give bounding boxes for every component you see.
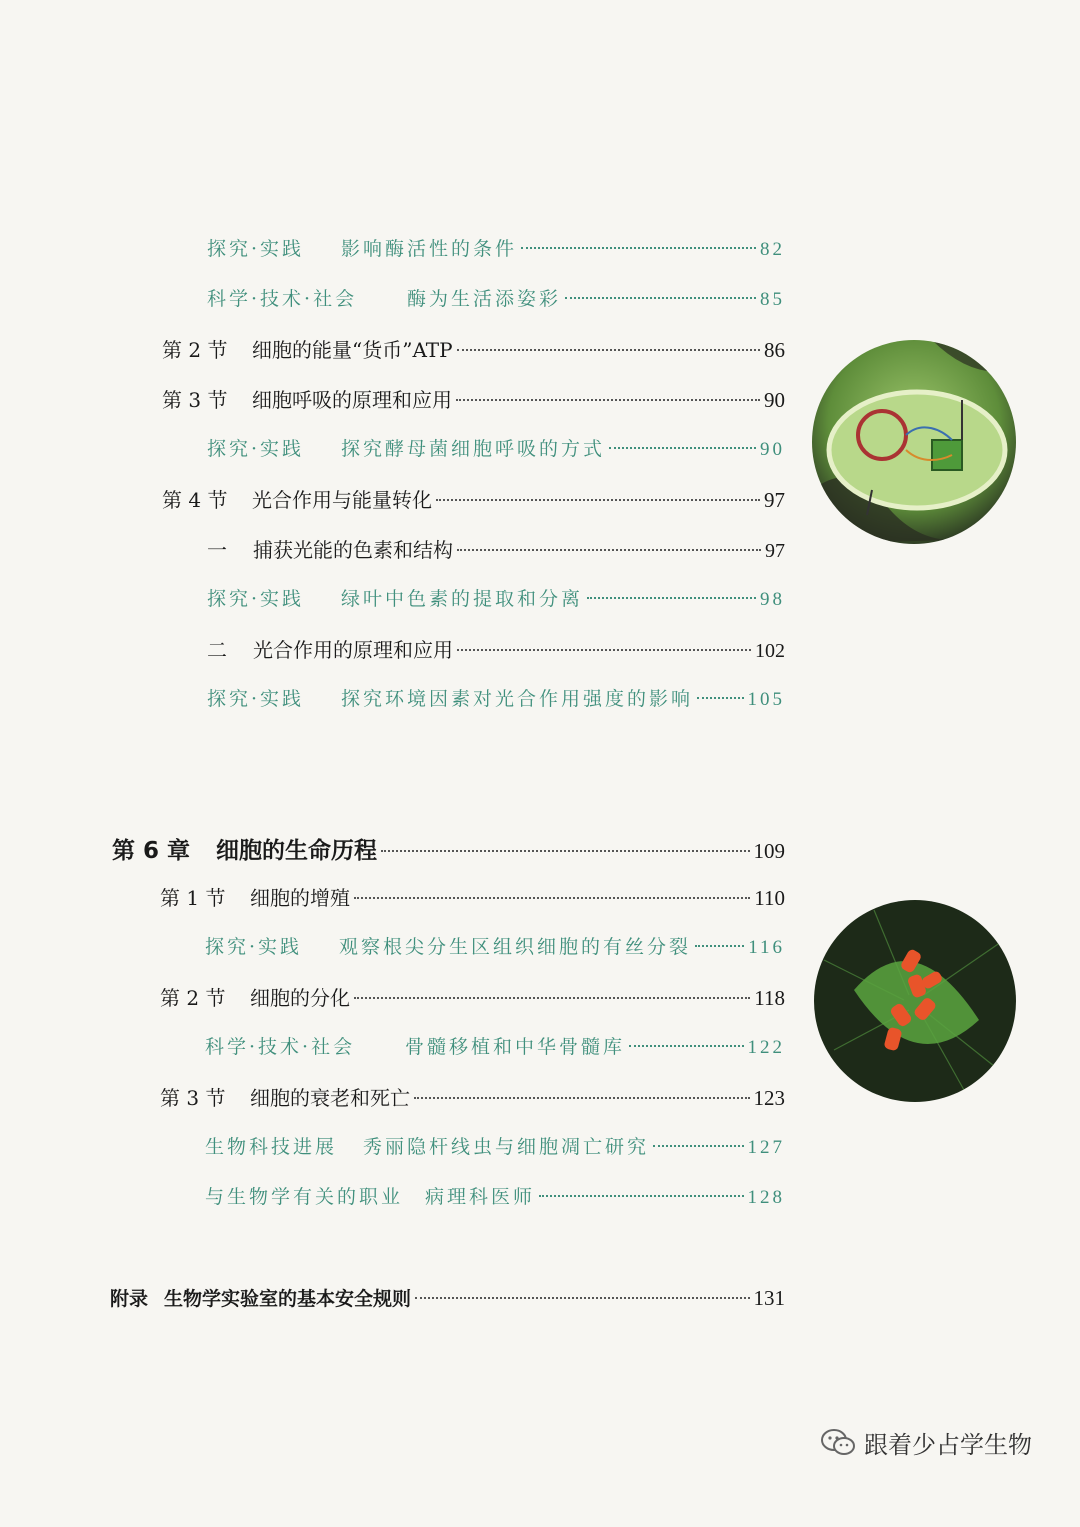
entry-title: 观察根尖分生区组织细胞的有丝分裂 <box>339 936 692 958</box>
entry-page: 97 <box>764 488 785 512</box>
dot-leader <box>457 549 761 551</box>
entry-title: 细胞的增殖 <box>250 886 350 910</box>
entry-title: 细胞的能量“货币”ATP <box>252 338 453 362</box>
toc-entry <box>207 534 785 563</box>
dot-leader <box>539 1195 743 1197</box>
entry-title: 探究环境因素对光合作用强度的影响 <box>341 688 694 710</box>
entry-page: 128 <box>747 1187 785 1208</box>
entry-prefix: 第 1 节 <box>160 886 226 910</box>
entry-title: 影响酶活性的条件 <box>341 238 518 260</box>
toc-entry <box>207 234 785 261</box>
entry-prefix: 探究·实践 <box>207 238 305 260</box>
entry-page: 86 <box>764 338 785 362</box>
entry-page: 118 <box>754 986 785 1010</box>
toc-entry <box>160 882 785 911</box>
toc-entry <box>207 634 785 663</box>
toc-entry <box>205 932 785 959</box>
entry-page: 90 <box>760 439 785 460</box>
entry-prefix: 探究·实践 <box>207 688 305 710</box>
dot-leader <box>457 349 760 351</box>
entry-page: 98 <box>760 589 785 610</box>
dot-leader <box>381 850 750 852</box>
dot-leader <box>521 247 756 249</box>
entry-page: 82 <box>760 239 785 260</box>
dot-leader <box>414 1097 750 1099</box>
entry-prefix: 科学·技术·社会 <box>205 1036 356 1058</box>
toc-entry <box>160 1082 785 1111</box>
entry-prefix: 科学·技术·社会 <box>207 288 358 310</box>
entry-title: 光合作用的原理和应用 <box>253 638 453 662</box>
entry-prefix: 第 2 节 <box>160 986 226 1010</box>
entry-title: 探究酵母菌细胞呼吸的方式 <box>341 438 606 460</box>
dot-leader <box>653 1145 743 1147</box>
dot-leader <box>415 1297 749 1299</box>
entry-page: 116 <box>748 937 785 958</box>
dot-leader <box>456 399 760 401</box>
dot-leader <box>354 997 750 999</box>
entry-title: 光合作用与能量转化 <box>252 488 432 512</box>
entry-title: 细胞的分化 <box>250 986 350 1010</box>
wechat-icon <box>820 1428 856 1458</box>
wechat-watermark <box>820 1425 1032 1460</box>
entry-prefix: 二 <box>207 638 227 662</box>
entry-prefix: 探究·实践 <box>207 588 305 610</box>
entry-prefix: 探究·实践 <box>205 936 303 958</box>
entry-page: 97 <box>765 540 785 562</box>
toc-entry <box>162 484 785 513</box>
toc-entry-appendix <box>110 1284 785 1311</box>
toc-entry <box>207 684 785 711</box>
entry-prefix: 第 3 节 <box>162 388 228 412</box>
dot-leader <box>697 697 743 699</box>
entry-prefix: 第 6 章 <box>112 838 191 864</box>
toc-entry <box>207 284 785 311</box>
dot-leader <box>436 499 760 501</box>
mitosis-illustration <box>814 900 1016 1102</box>
dot-leader <box>609 447 756 449</box>
dot-leader <box>565 297 756 299</box>
entry-title: 酶为生活添姿彩 <box>407 288 562 310</box>
entry-prefix: 与生物学有关的职业 <box>205 1186 404 1208</box>
entry-page: 127 <box>747 1137 785 1158</box>
entry-page: 102 <box>755 640 785 662</box>
dot-leader <box>629 1045 743 1047</box>
toc-entry <box>205 1132 785 1159</box>
dot-leader <box>695 945 744 947</box>
entry-prefix: 生物科技进展 <box>205 1136 338 1158</box>
dot-leader <box>587 597 756 599</box>
toc-entry <box>112 832 785 865</box>
entry-title: 生物学实验室的基本安全规则 <box>164 1288 412 1310</box>
toc-entry <box>162 384 785 413</box>
toc-entry <box>207 434 785 461</box>
toc-entry <box>162 334 785 363</box>
toc-entry <box>205 1182 785 1209</box>
watermark-text: 跟着少占学生物 <box>864 1431 1032 1459</box>
entry-title: 细胞的生命历程 <box>216 838 377 864</box>
entry-title: 骨髓移植和中华骨髓库 <box>405 1036 626 1058</box>
toc-entry <box>160 982 785 1011</box>
entry-title: 捕获光能的色素和结构 <box>253 538 453 562</box>
entry-title: 病理科医师 <box>425 1186 536 1208</box>
entry-prefix: 附录 <box>110 1288 149 1310</box>
entry-title: 细胞的衰老和死亡 <box>250 1086 410 1110</box>
entry-page: 105 <box>747 689 785 710</box>
entry-page: 122 <box>747 1037 785 1058</box>
chloroplast-illustration <box>812 340 1016 544</box>
entry-title: 细胞呼吸的原理和应用 <box>252 388 452 412</box>
entry-page: 131 <box>753 1286 785 1310</box>
entry-page: 109 <box>753 839 785 863</box>
entry-prefix: 第 3 节 <box>160 1086 226 1110</box>
entry-title: 秀丽隐杆线虫与细胞凋亡研究 <box>363 1136 650 1158</box>
toc-entry <box>207 584 785 611</box>
dot-leader <box>457 649 751 651</box>
entry-page: 123 <box>753 1086 785 1110</box>
entry-prefix: 第 2 节 <box>162 338 228 362</box>
entry-prefix: 第 4 节 <box>162 488 228 512</box>
entry-page: 90 <box>764 388 785 412</box>
entry-page: 110 <box>754 886 785 910</box>
toc-entry <box>205 1032 785 1059</box>
entry-title: 绿叶中色素的提取和分离 <box>341 588 584 610</box>
entry-prefix: 一 <box>207 538 227 562</box>
entry-prefix: 探究·实践 <box>207 438 305 460</box>
entry-page: 85 <box>760 289 785 310</box>
dot-leader <box>354 897 750 899</box>
